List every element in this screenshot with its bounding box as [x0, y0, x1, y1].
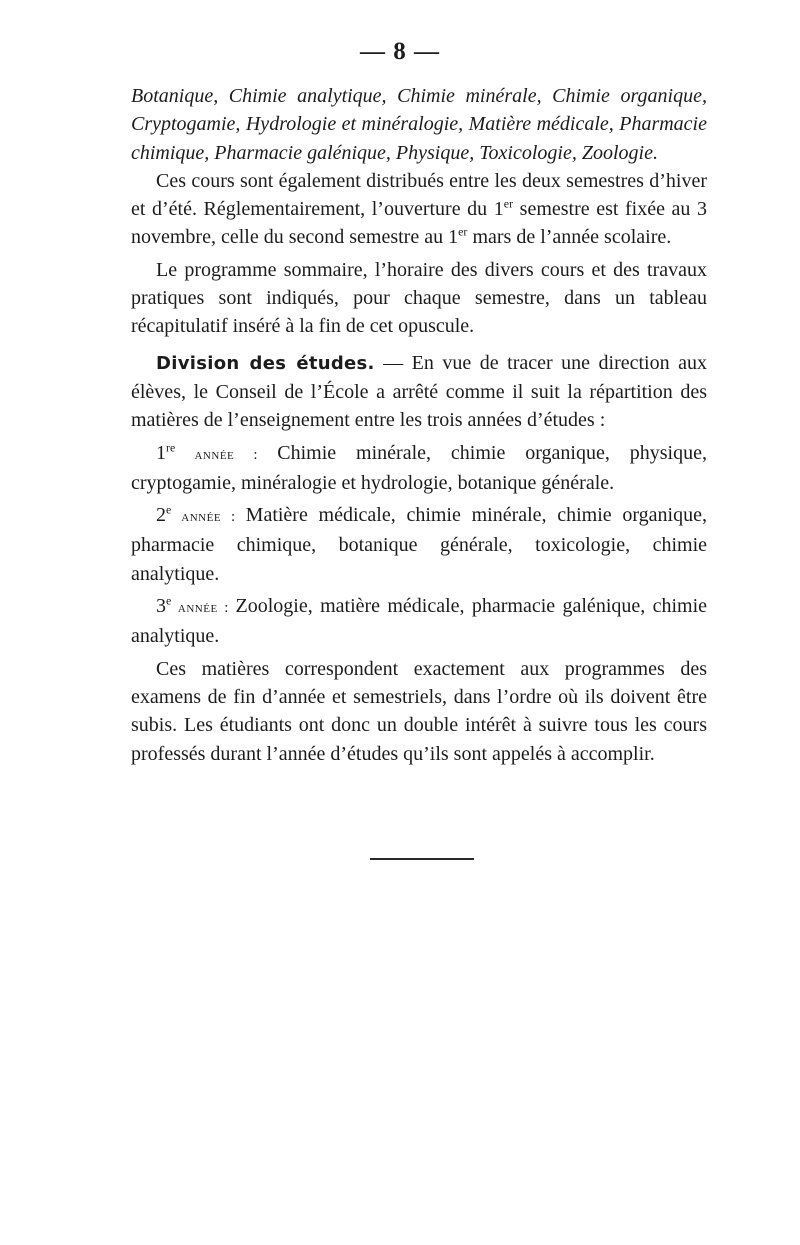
year-2-superscript: e — [166, 502, 172, 517]
year-2-label: année : — [171, 509, 246, 526]
year-1-number: 1 — [156, 441, 166, 464]
course-list: Botanique, Chimie analytique, Chimie minérale, Chimie organique, Cryptogamie, Hydrologie et minéralogie, Matière médicale, Pharmacie chimique, Pharmacie galénique, Physique, Toxicologie, Zoologie. — [131, 85, 707, 164]
year-3-content: Zoologie, matière médicale, pharmacie galénique, chimie analytique. — [131, 595, 708, 648]
semesters-text-part1: Ces cours sont également distribués entre les deux semestres d’hiver et d’été. Réglementairement, l’ouverture du 1 — [131, 169, 707, 221]
body-text — [131, 82, 707, 768]
year-1-paragraph — [131, 439, 707, 498]
semesters-superscript-1: er — [503, 196, 514, 211]
closing-paragraph: Ces matières correspondent exactement aux programmes des examens de fin d’année et semestriels, dans l’ordre où ils doivent être subis. Les étudiants ont donc un double intérêt à suivre tous les cours professés durant l’année d’études qu’ils sont appelés à accomplir. — [131, 657, 707, 765]
semesters-text-part3: mars de l’année scolaire. — [467, 226, 672, 249]
programme-paragraph: Le programme sommaire, l’horaire des divers cours et des travaux pratiques sont indiqués, pour chaque semestre, dans un tableau récapitulatif inséré à la fin de cet opuscule. — [131, 258, 707, 338]
semesters-superscript-2: er — [458, 224, 468, 239]
year-1-superscript: re — [166, 439, 176, 454]
year-2-number: 2 — [156, 504, 166, 527]
page-number: — 8 — — [360, 38, 440, 65]
division-paragraph — [131, 349, 707, 435]
semesters-text-part2: semestre est fixée au 3 novembre, celle du second semestre au 1 — [131, 198, 707, 249]
division-heading: Division des études. — [156, 352, 375, 374]
year-3-number: 3 — [156, 595, 166, 618]
year-3-paragraph — [131, 592, 707, 651]
year-1-label: année : — [175, 446, 278, 463]
year-1-content: Chimie minérale, chimie organique, physique, cryptogamie, minéralogie et hydrologie, botanique générale. — [131, 441, 707, 494]
year-3-label: année : — [171, 600, 236, 617]
semesters-paragraph — [131, 167, 707, 252]
year-2-content: Matière médicale, chimie minérale, chimie organique, pharmacie chimique, botanique générale, toxicologie, chimie analytique. — [131, 504, 707, 585]
division-text: — En vue de tracer une direction aux élèves, le Conseil de l’École a arrêté comme il suit la répartition des matières de l’enseignement entre les trois années d’études : — [131, 351, 707, 432]
year-2-paragraph — [131, 501, 707, 588]
end-rule-divider — [370, 858, 474, 860]
year-3-superscript: e — [166, 593, 172, 608]
